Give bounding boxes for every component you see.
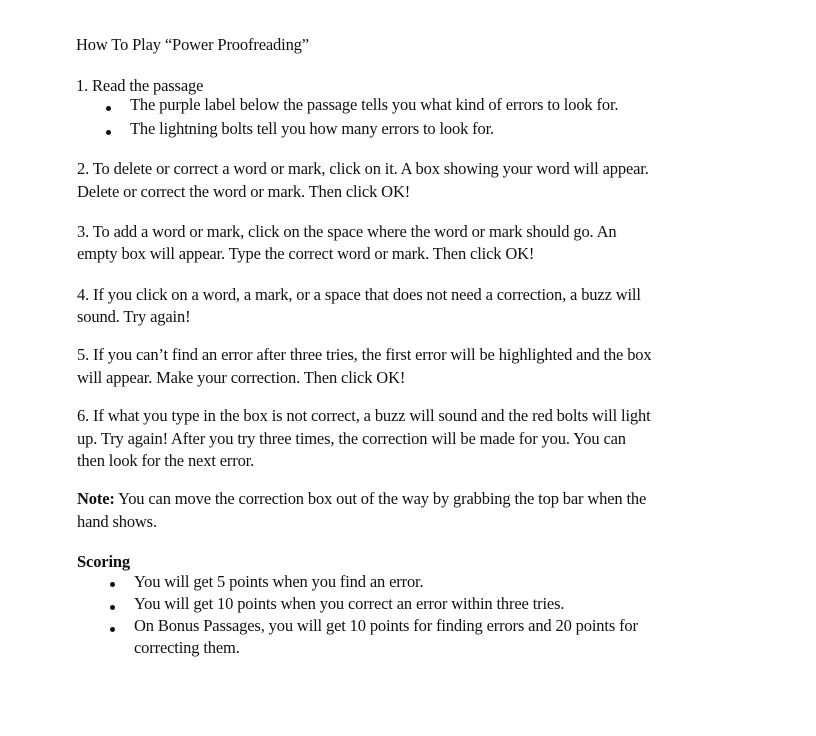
step6-line-1: 6. If what you type in the box is not correct, a buzz will sound and the red bolts will light [77, 406, 651, 425]
scoring-bullet-2: You will get 10 points when you correct an error within three tries. [134, 594, 565, 613]
bullet-icon [110, 582, 115, 587]
step1-bullet-2: The lightning bolts tell you how many errors to look for. [130, 119, 495, 138]
step1-bullet-1: The purple label below the passage tells you what kind of errors to look for. [130, 95, 619, 114]
note-text-1: You can move the correction box out of the way by grabbing the top bar when the [114, 489, 647, 508]
note-line-1 [77, 489, 646, 509]
step6-line-2: up. Try again! After you try three times, the correction will be made for you. You can [77, 429, 626, 448]
scoring-bullet-3: On Bonus Passages, you will get 10 points for finding errors and 20 points for [134, 616, 638, 635]
step6-line-3: then look for the next error. [77, 451, 255, 470]
bullet-icon [106, 130, 111, 135]
scoring-bullet-3-cont: correcting them. [134, 638, 240, 657]
note-label: Note: [77, 489, 115, 508]
step1-heading: 1. Read the passage [76, 76, 204, 95]
bullet-icon [106, 106, 111, 111]
step3-line-1: 3. To add a word or mark, click on the space where the word or mark should go. An [77, 222, 617, 241]
note-line-2: hand shows. [77, 512, 157, 531]
scoring-heading: Scoring [77, 552, 131, 571]
step4-line-1: 4. If you click on a word, a mark, or a space that does not need a correction, a buzz will [77, 285, 641, 304]
bullet-icon [110, 605, 115, 610]
bullet-icon [110, 627, 115, 632]
scoring-bullet-1: You will get 5 points when you find an error. [134, 572, 424, 591]
step5-line-1: 5. If you can’t find an error after three tries, the first error will be highlighted and the box [77, 345, 652, 364]
page-title: How To Play “Power Proofreading” [76, 35, 309, 54]
step3-line-2: empty box will appear. Type the correct word or mark. Then click OK! [77, 244, 535, 263]
step5-line-2: will appear. Make your correction. Then click OK! [77, 368, 406, 387]
step2-line-2: Delete or correct the word or mark. Then click OK! [77, 182, 411, 201]
step2-line-1: 2. To delete or correct a word or mark, click on it. A box showing your word will appear. [77, 159, 649, 178]
step4-line-2: sound. Try again! [77, 307, 191, 326]
